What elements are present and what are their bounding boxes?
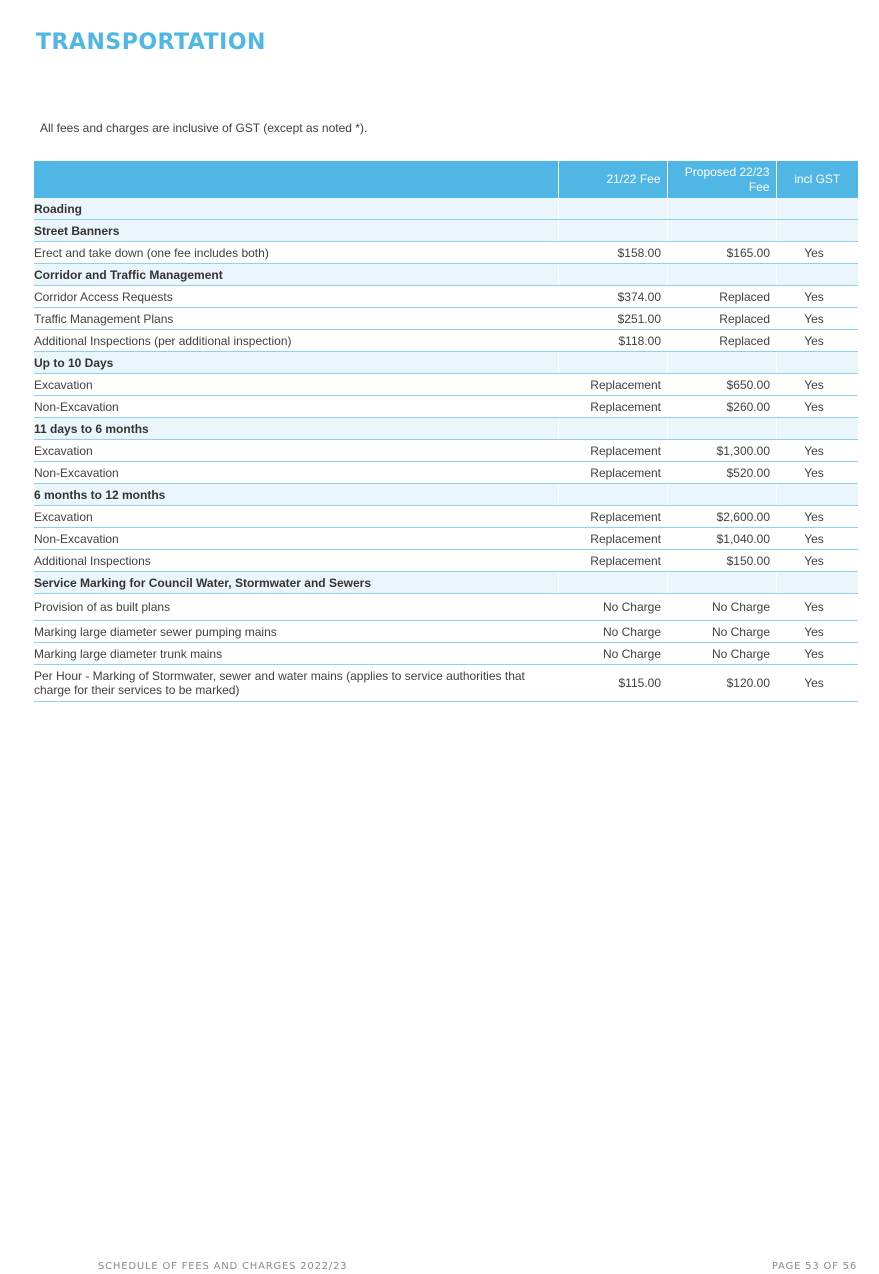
fee-row (34, 440, 858, 462)
section-empty-cell (558, 264, 667, 286)
fee-row (34, 550, 858, 572)
fee-2122-value: Replacement (558, 506, 667, 528)
fee-description: Corridor Access Requests (34, 286, 558, 308)
fee-2122-value: $158.00 (558, 242, 667, 264)
fees-table (34, 161, 858, 702)
fee-row (34, 462, 858, 484)
fee-2122-value: $374.00 (558, 286, 667, 308)
fee-2122-value: Replacement (558, 396, 667, 418)
section-label: 11 days to 6 months (34, 418, 558, 440)
incl-gst-value: Yes (776, 594, 858, 621)
fee-2122-value: $118.00 (558, 330, 667, 352)
fee-description: Excavation (34, 440, 558, 462)
fee-row (34, 528, 858, 550)
section-label: Service Marking for Council Water, Stormwater and Sewers (34, 572, 558, 594)
section-empty-cell (667, 352, 776, 374)
fee-description: Excavation (34, 506, 558, 528)
fee-2122-value: Replacement (558, 528, 667, 550)
section-empty-cell (558, 418, 667, 440)
header-fee-2223: Proposed 22/23 Fee (667, 161, 776, 198)
incl-gst-value: Yes (776, 550, 858, 572)
header-fee-2122: 21/22 Fee (558, 161, 667, 198)
section-empty-cell (667, 572, 776, 594)
fee-2223-value: $650.00 (667, 374, 776, 396)
section-row (34, 352, 858, 374)
fee-row (34, 308, 858, 330)
fee-2122-value: No Charge (558, 643, 667, 665)
section-row (34, 572, 858, 594)
section-empty-cell (558, 220, 667, 242)
section-empty-cell (558, 484, 667, 506)
incl-gst-value: Yes (776, 621, 858, 643)
fee-description: Non-Excavation (34, 396, 558, 418)
section-empty-cell (776, 418, 858, 440)
fee-2223-value: Replaced (667, 308, 776, 330)
header-incl-gst: incl GST (776, 161, 858, 198)
section-empty-cell (667, 418, 776, 440)
section-row (34, 198, 858, 220)
fees-table-body (34, 198, 858, 702)
fee-row (34, 621, 858, 643)
incl-gst-value: Yes (776, 286, 858, 308)
incl-gst-value: Yes (776, 440, 858, 462)
section-row (34, 264, 858, 286)
fee-row (34, 643, 858, 665)
fee-2223-value: $150.00 (667, 550, 776, 572)
gst-note: All fees and charges are inclusive of GST (except as noted *). (40, 121, 368, 135)
section-empty-cell (776, 264, 858, 286)
header-description (34, 161, 558, 198)
incl-gst-value: Yes (776, 643, 858, 665)
fee-2223-value: Replaced (667, 286, 776, 308)
fee-2122-value: Replacement (558, 462, 667, 484)
fee-2223-value: No Charge (667, 621, 776, 643)
section-empty-cell (776, 572, 858, 594)
fee-2223-value: $260.00 (667, 396, 776, 418)
fee-row (34, 594, 858, 621)
fee-2122-value: Replacement (558, 374, 667, 396)
fee-2122-value: No Charge (558, 621, 667, 643)
section-row (34, 220, 858, 242)
fee-row (34, 242, 858, 264)
fee-row (34, 286, 858, 308)
fee-2223-value: $1,300.00 (667, 440, 776, 462)
fee-2223-value: $165.00 (667, 242, 776, 264)
section-empty-cell (667, 198, 776, 220)
section-empty-cell (776, 220, 858, 242)
incl-gst-value: Yes (776, 528, 858, 550)
footer-document-title: SCHEDULE OF FEES AND CHARGES 2022/23 (98, 1261, 348, 1272)
fee-description: Non-Excavation (34, 528, 558, 550)
incl-gst-value: Yes (776, 506, 858, 528)
table-header-row (34, 161, 858, 198)
section-row (34, 484, 858, 506)
incl-gst-value: Yes (776, 330, 858, 352)
footer-page-number: PAGE 53 OF 56 (771, 1261, 857, 1272)
incl-gst-value: Yes (776, 665, 858, 702)
section-empty-cell (558, 572, 667, 594)
fee-2223-value: $1,040.00 (667, 528, 776, 550)
section-label: Roading (34, 198, 558, 220)
incl-gst-value: Yes (776, 242, 858, 264)
fee-description: Excavation (34, 374, 558, 396)
fee-2223-value: $520.00 (667, 462, 776, 484)
fee-row (34, 396, 858, 418)
fee-description: Provision of as built plans (34, 594, 558, 621)
section-label: Up to 10 Days (34, 352, 558, 374)
fee-2223-value: Replaced (667, 330, 776, 352)
page-title: TRANSPORTATION (36, 30, 266, 55)
incl-gst-value: Yes (776, 396, 858, 418)
incl-gst-value: Yes (776, 374, 858, 396)
fee-2122-value: Replacement (558, 550, 667, 572)
section-row (34, 418, 858, 440)
fee-row (34, 506, 858, 528)
fee-2122-value: Replacement (558, 440, 667, 462)
section-empty-cell (776, 352, 858, 374)
section-label: Street Banners (34, 220, 558, 242)
fee-description: Marking large diameter trunk mains (34, 643, 558, 665)
incl-gst-value: Yes (776, 462, 858, 484)
fee-2122-value: $115.00 (558, 665, 667, 702)
fee-description: Marking large diameter sewer pumping mains (34, 621, 558, 643)
fee-2122-value: $251.00 (558, 308, 667, 330)
fee-description: Non-Excavation (34, 462, 558, 484)
section-label: 6 months to 12 months (34, 484, 558, 506)
section-empty-cell (667, 484, 776, 506)
section-empty-cell (667, 220, 776, 242)
section-empty-cell (667, 264, 776, 286)
section-empty-cell (558, 352, 667, 374)
section-empty-cell (776, 198, 858, 220)
fee-description: Additional Inspections (per additional inspection) (34, 330, 558, 352)
fee-description: Erect and take down (one fee includes both) (34, 242, 558, 264)
fee-2223-value: No Charge (667, 594, 776, 621)
fee-row (34, 665, 858, 702)
fee-description: Additional Inspections (34, 550, 558, 572)
section-label: Corridor and Traffic Management (34, 264, 558, 286)
fee-2122-value: No Charge (558, 594, 667, 621)
fee-2223-value: No Charge (667, 643, 776, 665)
fee-row (34, 330, 858, 352)
section-empty-cell (776, 484, 858, 506)
section-empty-cell (558, 198, 667, 220)
fee-description: Per Hour - Marking of Stormwater, sewer and water mains (applies to service authorities that charge for their services to be marked) (34, 665, 558, 702)
fee-2223-value: $120.00 (667, 665, 776, 702)
fee-description: Traffic Management Plans (34, 308, 558, 330)
incl-gst-value: Yes (776, 308, 858, 330)
fee-row (34, 374, 858, 396)
fee-2223-value: $2,600.00 (667, 506, 776, 528)
